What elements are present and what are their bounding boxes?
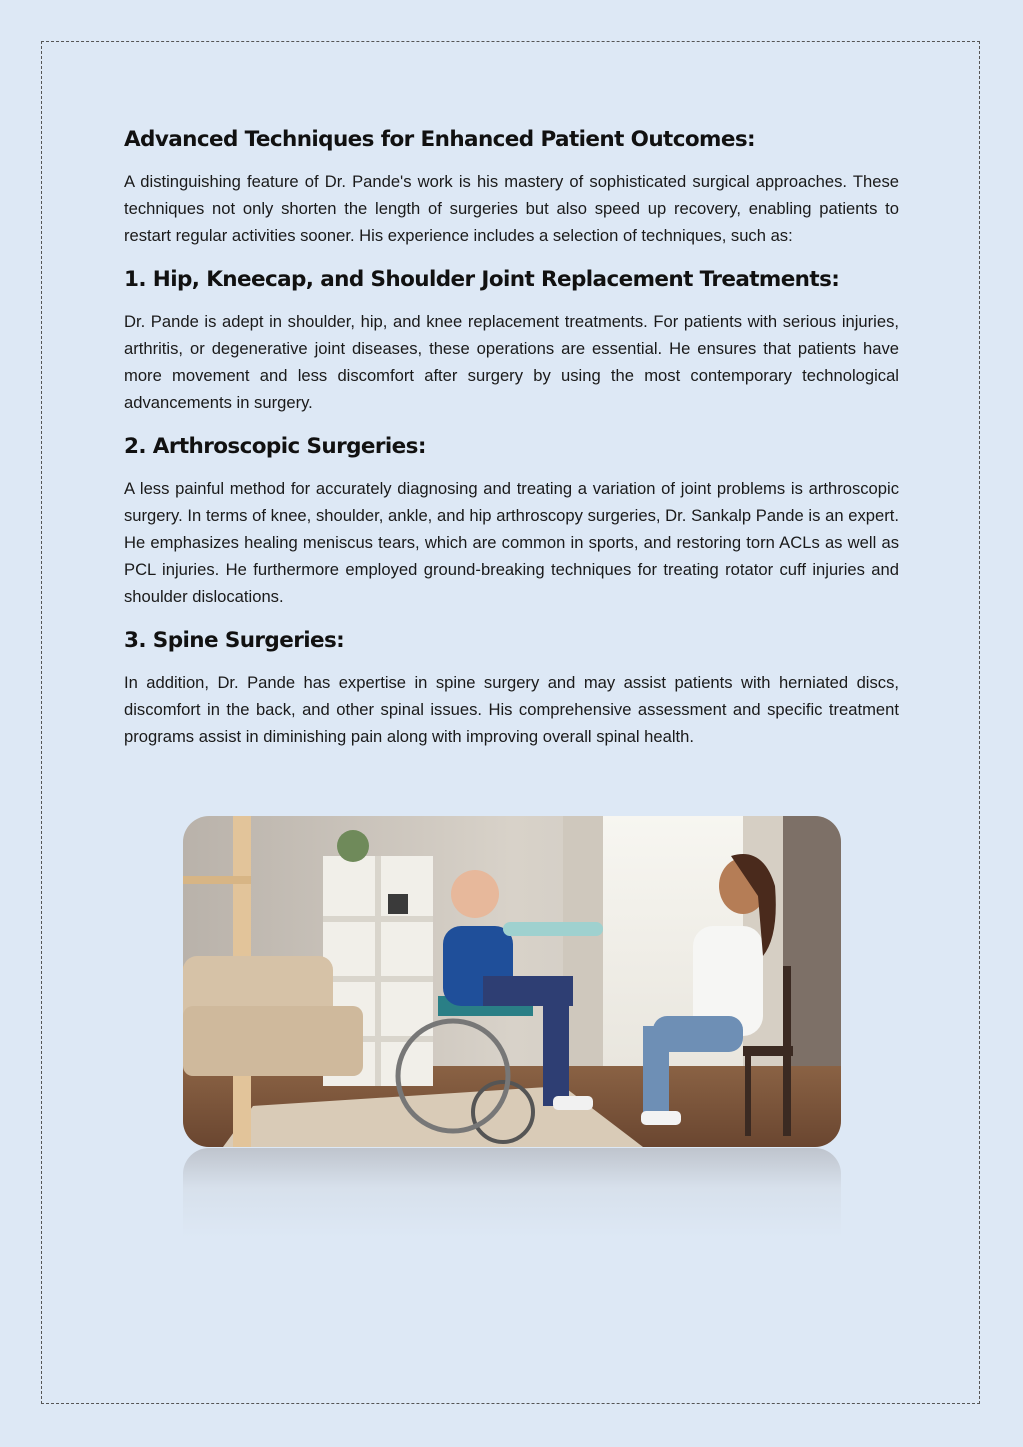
- article-content: [124, 118, 899, 750]
- section-heading-joint-replacement: 1. Hip, Kneecap, and Shoulder Joint Replacement Treatments:: [124, 267, 840, 292]
- section-body-arthroscopic: A less painful method for accurately diagnosing and treating a variation of joint problems is arthroscopic surgery. In terms of knee, shoulder, ankle, and hip arthroscopy surgeries, Dr. Sankalp Pande is an expert. He emphasizes healing meniscus tears, which are common in sports, and restoring torn ACLs as well as PCL injuries. He furthermore employed ground-breaking techniques for treating rotator cuff injuries and shoulder dislocations.: [124, 479, 899, 606]
- section-heading-spine: 3. Spine Surgeries:: [124, 628, 345, 653]
- section-body-joint-replacement: Dr. Pande is adept in shoulder, hip, and knee replacement treatments. For patients with serious injuries, arthritis, or degenerative joint diseases, these operations are essential. He ensures that patients have more movement and less discomfort after surgery by using the most contemporary technological advancements in surgery.: [124, 312, 899, 412]
- photo-reflection: [183, 1148, 841, 1238]
- main-heading: Advanced Techniques for Enhanced Patient Outcomes:: [124, 127, 756, 152]
- section-body-spine: In addition, Dr. Pande has expertise in spine surgery and may assist patients with herniated discs, discomfort in the back, and other spinal issues. His comprehensive assessment and specific treatment programs assist in diminishing pain along with improving overall spinal health.: [124, 673, 899, 746]
- physiotherapy-photo: [183, 816, 841, 1147]
- section-heading-arthroscopic: 2. Arthroscopic Surgeries:: [124, 434, 426, 459]
- intro-paragraph: A distinguishing feature of Dr. Pande's work is his mastery of sophisticated surgical approaches. These techniques not only shorten the length of surgeries but also speed up recovery, enabling patients to restart regular activities sooner. His experience includes a selection of techniques, such as:: [124, 172, 899, 245]
